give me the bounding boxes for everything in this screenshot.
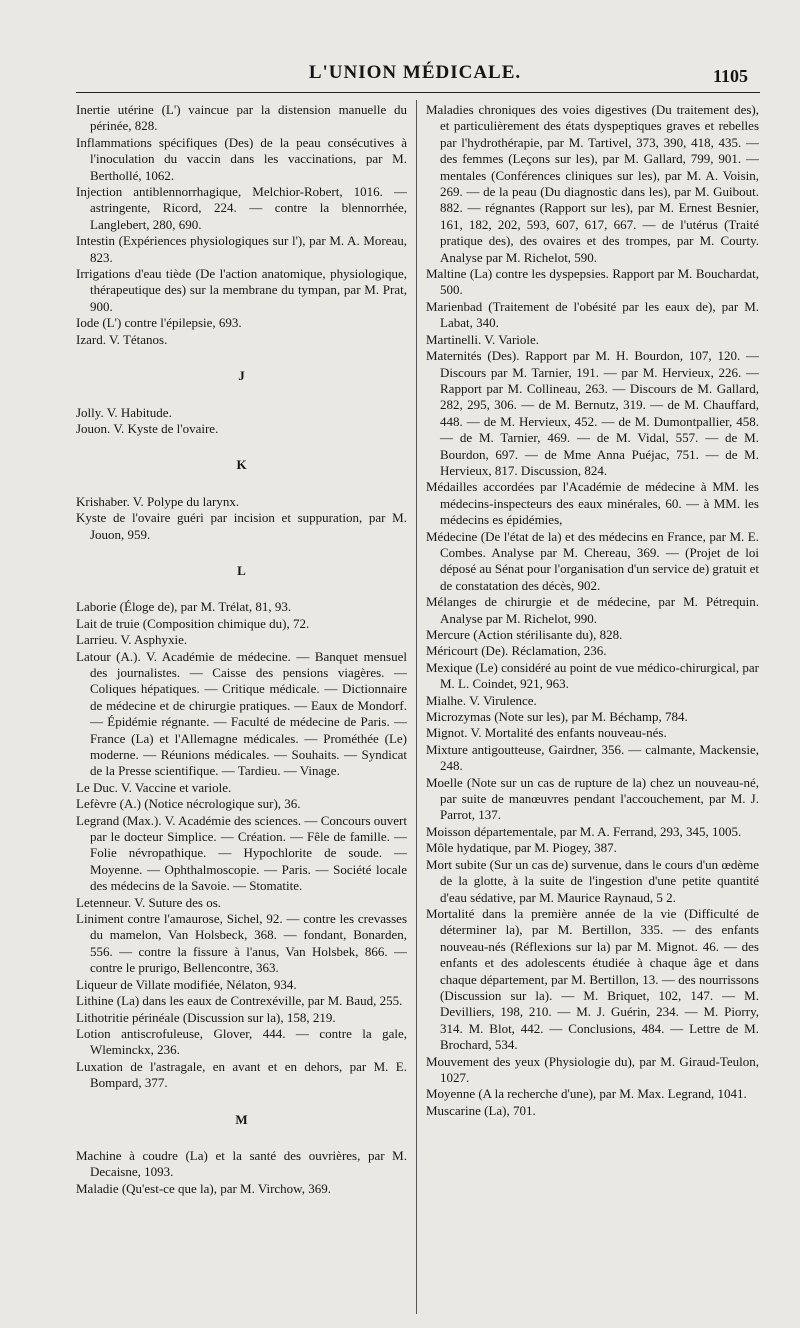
index-entry: Moelle (Note sur un cas de rupture de la) chez un nouveau-né, par suite de manœuvres pendant l'accouchement, par M. J. Parrot, 137.	[426, 774, 759, 823]
index-entry: Injection antiblennorrhagique, Melchior-Robert, 1016. — astringente, Ricord, 224. — contre la blennorrhée, Langlebert, 280, 690.	[76, 184, 407, 232]
index-entry: Lotion antiscrofuleuse, Glover, 444. — contre la gale, Wleminckx, 236.	[76, 1025, 407, 1058]
index-entry: Lithine (La) dans les eaux de Contrexéville, par M. Baud, 255.	[76, 993, 403, 1009]
index-entry: Maladies chroniques des voies digestives (Du traitement des), et particulièrement des états dyspeptiques graves et rebelles par l'hydrothérapie, par M. Tartivel, 373, 390, 418, 435. — des femmes (Leçons sur les), par M. Gallard, 799, 901. — mentales (Conférences cliniques sur les), par M. A. Voisin, 269. — de la peau (Du diagnostic dans les), par M. Guibout. 882. — régnantes (Rapport sur les), par M. Ernest Besnier, 161, 182, 202, 593, 607, 617, 667. — de l'utérus (Traité pratique des), des ovaires et des trompes, par M. Courty. Analyse par M. Richelot, 590.	[426, 102, 759, 265]
index-entry: Martinelli. V. Variole.	[426, 331, 540, 347]
page-number: 1105	[712, 66, 748, 86]
journal-title: L'UNION MÉDICALE.	[308, 62, 522, 83]
index-entry: Microzymas (Note sur les), par M. Béchamp, 784.	[426, 709, 688, 725]
section-letter: M	[235, 1111, 248, 1127]
index-entry: Liqueur de Villate modifiée, Nélaton, 934.	[76, 976, 297, 992]
index-entry: Machine à coudre (La) et la santé des ouvrières, par M. Decaisne, 1093.	[76, 1147, 407, 1180]
index-column-left	[76, 102, 407, 1316]
index-entry: Marienbad (Traitement de l'obésité par les eaux de), par M. Labat, 340.	[426, 298, 759, 331]
index-entry: Mixture antigoutteuse, Gairdner, 356. — calmante, Mackensie, 248.	[426, 741, 759, 774]
index-entry: Moisson départementale, par M. A. Ferrand, 293, 345, 1005.	[426, 823, 742, 839]
index-entry: Mignot. V. Mortalité des enfants nouveau-nés.	[426, 725, 667, 741]
index-entry: Mortalité dans la première année de la vie (Difficulté de déterminer la), par M. Bertillon, 335. — des enfants nouveau-nés (Réflexions sur la) par M. Mignot. 46. — des enfants et des adolescents étudiée à chaque âge et dans chaque département, par M. Bertillon, 13. — des nourrissons (Discussion sur la). — M. Briquet, 102, 147. — M. Devilliers, 198, 210. — M. J. Guérin, 234. — M. Piorry, 314. M. Blot, 442. — Conclusions, 484. — Lettre de M. Brochard, 534.	[426, 905, 759, 1053]
index-entry: Môle hydatique, par M. Piogey, 387.	[426, 840, 617, 856]
index-entry: Izard. V. Tétanos.	[76, 331, 168, 347]
index-entry: Legrand (Max.). V. Académie des sciences. — Concours ouvert par le docteur Simplice. — Création. — Fêle de famille. — Folie névropathique. — Hypochlorite de soude. — Moyenne. — Ophthalmoscopie. — Paris. — Société locale des médecins de la Savoie. — Stomatite.	[76, 812, 407, 894]
index-entry: Kyste de l'ovaire guéri par incision et suppuration, par M. Jouon, 959.	[76, 510, 407, 542]
index-entry: Intestin (Expériences physiologiques sur l'), par M. A. Moreau, 823.	[76, 233, 407, 265]
page-header	[70, 60, 760, 90]
index-entry: Maternités (Des). Rapport par M. H. Bourdon, 107, 120. — Discours par M. Tarnier, 191. — par M. Hervieux, 226. — Rapport par M. Collineau, 263. — Discours de M. Gallard, 282, 295, 306. — de M. Bernutz, 319. — de M. Chauffard, 448. — de M. Hervieux, 452. — de M. Dumontpallier, 458. — de M. Tarnier, 469. — de M. Vidal, 557. — de M. Bourdon, 697. — de Mme Anna Puéjac, 751. — de M. Hervieux, 817. Discussion, 824.	[426, 348, 759, 478]
section-letter: K	[236, 457, 247, 473]
index-entry: Iode (L') contre l'épilepsie, 693.	[76, 315, 242, 331]
index-entry: Latour (A.). V. Académie de médecine. — Banquet mensuel des journalistes. — Caisse des pensions viagères. — Coliques hépatiques. — Critique médicale. — Dictionnaire de médecine et de chirurgie pratiques. — Eaux de Mondorf. — Épidémie régnante. — Faculté de médecine de Paris. — France (La) et l'Allemagne médicales. — Prométhée (Le) moderne. — Réunions médicales. — Souhaits. — Syndicat de la Presse scientifique. — Tardieu. — Vinage.	[76, 648, 407, 779]
index-entry: Médecine (De l'état de la) et des médecins en France, par M. E. Combes. Analyse par M. Chereau, 369. — (Projet de loi déposé au Sénat pour l'organisation d'un service de) gratuit et de constatation des décès, 902.	[426, 528, 759, 593]
column-divider	[416, 100, 417, 1314]
index-entry: Muscarine (La), 701.	[426, 1102, 536, 1118]
index-entry: Krishaber. V. Polype du larynx.	[76, 493, 240, 509]
index-entry: Letenneur. V. Suture des os.	[76, 894, 222, 910]
index-entry: Liniment contre l'amaurose, Sichel, 92. — contre les crevasses du mamelon, Van Holsbeck, 368. — fondant, Bonarden, 556. — contre la fissure à l'anus, Van Holsbek, 866. — contre le prurigo, Bellencontre, 363.	[76, 911, 407, 976]
index-entry: Laborie (Éloge de), par M. Trélat, 81, 93.	[76, 599, 292, 615]
index-entry: Mialhe. V. Virulence.	[426, 692, 537, 708]
index-entry: Larrieu. V. Asphyxie.	[76, 632, 188, 648]
index-entry: Jolly. V. Habitude.	[76, 404, 172, 420]
index-entry: Maltine (La) contre les dyspepsies. Rapport par M. Bouchardat, 500.	[426, 266, 759, 298]
header-rule	[76, 92, 760, 93]
index-column-right	[426, 102, 759, 1316]
index-entry: Inertie utérine (L') vaincue par la distension manuelle du périnée, 828.	[76, 102, 407, 134]
index-entry: Mexique (Le) considéré au point de vue médico-chirurgical, par M. L. Coindet, 921, 963.	[426, 659, 759, 692]
index-entry: Le Duc. V. Vaccine et variole.	[76, 779, 232, 795]
section-letter: L	[237, 562, 246, 578]
index-entry: Maladie (Qu'est-ce que la), par M. Virchow, 369.	[76, 1180, 331, 1196]
index-entry: Lefèvre (A.) (Notice nécrologique sur), 36.	[76, 796, 301, 812]
index-entry: Mouvement des yeux (Physiologie du), par M. Giraud-Teulon, 1027.	[426, 1053, 759, 1085]
section-letter: J	[238, 368, 245, 384]
index-entry: Luxation de l'astragale, en avant et en dehors, par M. E. Bompard, 377.	[76, 1058, 407, 1091]
index-entry: Jouon. V. Kyste de l'ovaire.	[76, 420, 219, 436]
index-entry: Méricourt (De). Réclamation, 236.	[426, 643, 607, 659]
index-entry: Inflammations spécifiques (Des) de la peau consécutives à l'inoculation du vaccin dans les vaccinations, par M. Berthollé, 1062.	[76, 134, 407, 183]
index-entry: Lait de truie (Composition chimique du), 72.	[76, 615, 310, 631]
index-entry: Moyenne (A la recherche d'une), par M. Max. Legrand, 1041.	[426, 1086, 747, 1102]
index-entry: Mélanges de chirurgie et de médecine, par M. Pétrequin. Analyse par M. Richelot, 990.	[426, 594, 759, 626]
index-entry: Lithotritie périnéale (Discussion sur la), 158, 219.	[76, 1009, 336, 1025]
index-entry: Médailles accordées par l'Académie de médecine à MM. les médecins-inspecteurs des eaux minérales, 60. — à MM. les médecins es épidémies,	[426, 479, 759, 528]
index-entry: Mort subite (Sur un cas de) survenue, dans le cours d'un œdème de la glotte, à la suite de l'ingestion d'une petite quantité d'eau sédative, par M. Maurice Raynaud, 5 2.	[426, 856, 759, 905]
index-entry: Mercure (Action stérilisante du), 828.	[426, 627, 623, 642]
index-entry: Irrigations d'eau tiède (De l'action anatomique, physiologique, thérapeutique des) sur la membrane du tympan, par M. Prat, 900.	[76, 266, 407, 314]
